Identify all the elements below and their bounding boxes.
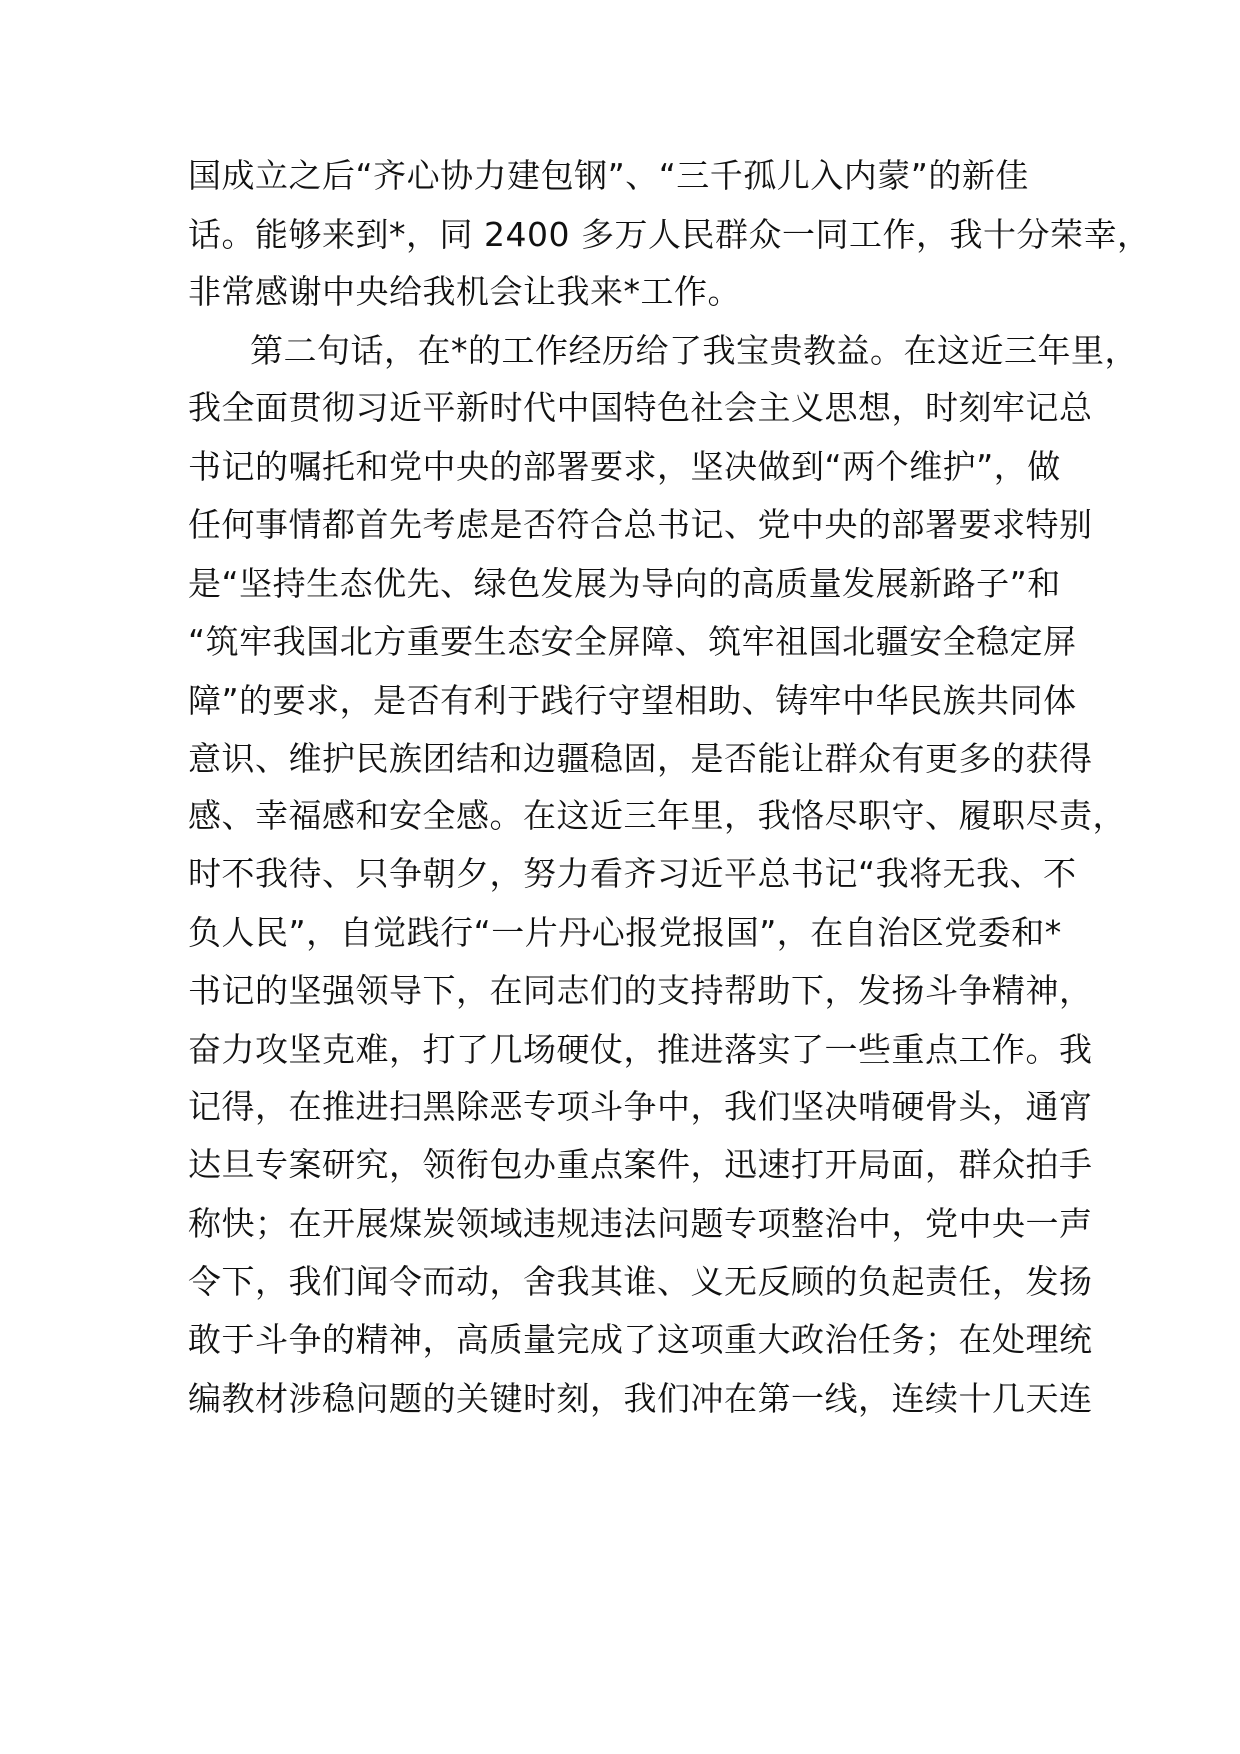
text-line: 时不我待、只争朝夕，努力看齐习近平总书记“我将无我、不 xyxy=(188,854,1077,893)
text-line: 我全面贯彻习近平新时代中国特色社会主义思想，时刻牢记总 xyxy=(188,388,1093,427)
text-line: 非常感谢中央给我机会让我来*工作。 xyxy=(188,272,741,311)
text-line: 障”的要求，是否有利于践行守望相助、铸牢中华民族共同体 xyxy=(188,681,1077,720)
text-line: 记得，在推进扫黑除恶专项斗争中，我们坚决啃硬骨头，通宵 xyxy=(188,1087,1093,1126)
text-line: 书记的嘱托和党中央的部署要求，坚决做到“两个维护”，做 xyxy=(188,447,1061,486)
text-line: 负人民”，自觉践行“一片丹心报党报国”，在自治区党委和* xyxy=(188,913,1062,952)
text-line: 感、幸福感和安全感。在这近三年里，我恪尽职守、履职尽责， xyxy=(188,796,1126,835)
text-line: 敢于斗争的精神，高质量完成了这项重大政治任务；在处理统 xyxy=(188,1320,1093,1359)
text-line: 称快；在开展煤炭领域违规违法问题专项整治中，党中央一声 xyxy=(188,1204,1093,1243)
text-line: 是“坚持生态优先、绿色发展为导向的高质量发展新路子”和 xyxy=(188,564,1061,603)
text-line: 书记的坚强领导下，在同志们的支持帮助下，发扬斗争精神， xyxy=(188,971,1093,1010)
paragraph-start-line: 第二句话，在*的工作经历给了我宝贵教益。在这近三年里， xyxy=(250,331,1138,370)
text-line: 话。能够来到*，同 2400 多万人民群众一同工作，我十分荣幸， xyxy=(188,215,1151,254)
text-line: “筑牢我国北方重要生态安全屏障、筑牢祖国北疆安全稳定屏 xyxy=(188,622,1077,661)
text-line: 令下，我们闻令而动，舍我其谁、义无反顾的负起责任，发扬 xyxy=(188,1262,1093,1301)
text-line: 编教材涉稳问题的关键时刻，我们冲在第一线，连续十几天连 xyxy=(188,1379,1093,1418)
text-line: 意识、维护民族团结和边疆稳固，是否能让群众有更多的获得 xyxy=(188,739,1093,778)
text-line: 任何事情都首先考虑是否符合总书记、党中央的部署要求特别 xyxy=(188,505,1093,544)
text-line: 奋力攻坚克难，打了几场硬仗，推进落实了一些重点工作。我 xyxy=(188,1030,1093,1069)
text-line: 达旦专案研究，领衔包办重点案件，迅速打开局面，群众拍手 xyxy=(188,1145,1093,1184)
text-line: 国成立之后“齐心协力建包钢”、“三千孤儿入内蒙”的新佳 xyxy=(188,156,1029,195)
